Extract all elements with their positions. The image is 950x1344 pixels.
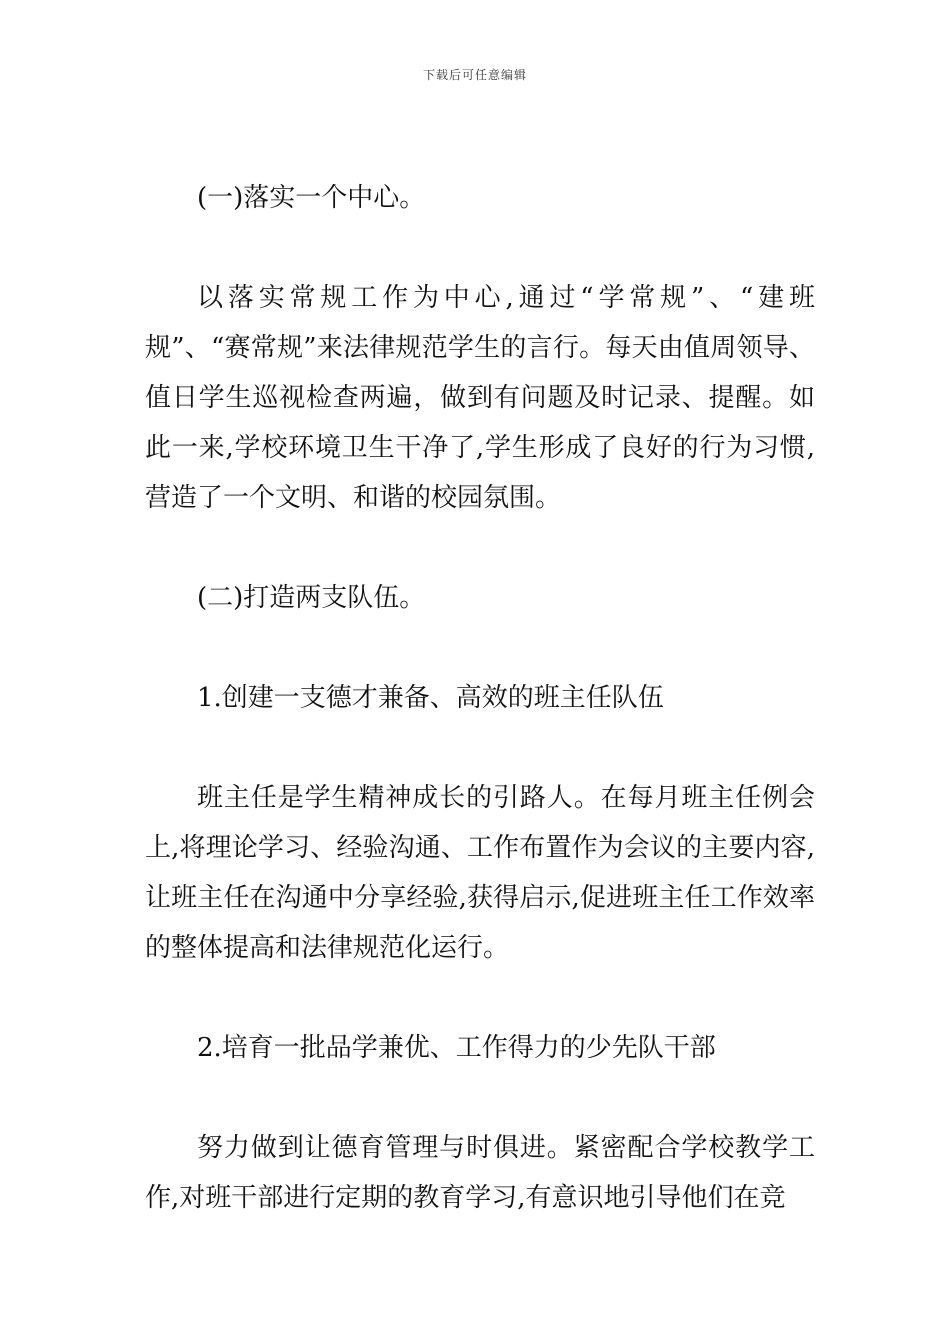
section-heading-2: (二)打造两支队伍。 (197, 583, 426, 613)
subheading-1: 1.创建一支德才兼备、高效的班主任队伍 (197, 683, 664, 713)
paragraph-2: 班主任是学生精神成长的引路人。在每月班主任例会上,将理论学习、经验沟通、工作布置作为会议的主要内容,让班主任在沟通中分享经验,获得启示,促进班主任工作效率的整体提高和法律规范化运行。 (145, 783, 815, 963)
paragraph-1: 以落实常规工作为中心,通过“学常规”、“建班规”、“赛常规”来法律规范学生的言行。每天由值周领导、值日学生巡视检查两遍，做到有问题及时记录、提醒。如此一来,学校环境卫生干净了,学生形成了良好的行为习惯,营造了一个文明、和谐的校园氛围。 (145, 283, 815, 513)
subheading-2: 2.培育一批品学兼优、工作得力的少先队干部 (197, 1033, 716, 1063)
page-header: 下载后可任意编辑 (422, 68, 527, 82)
paragraph-3: 努力做到让德育管理与时俱进。紧密配合学校教学工作,对班干部进行定期的教育学习,有意识地引导他们在竞 (145, 1133, 815, 1213)
document-body (145, 173, 815, 1223)
section-heading-1: (一)落实一个中心。 (197, 183, 426, 213)
